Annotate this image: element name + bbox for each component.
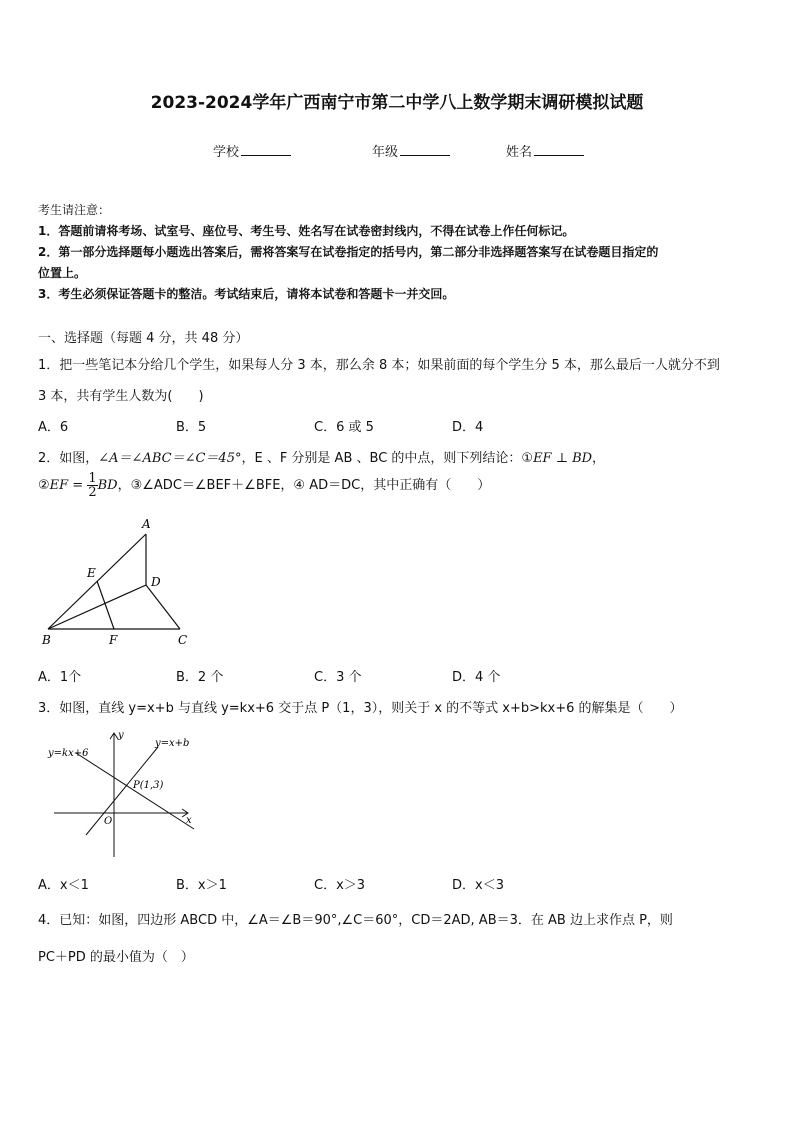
notice-item-3: 3．考生必须保证答题卡的整洁。考试结束后，请将本试卷和答题卡一并交回。 [38, 287, 455, 301]
q2-text-line2: ②EF = $\frac{1}{2}$ BD，③∠ADC＝∠BEF＋∠BFE，④ AD＝DC，其中正确有（ ） [38, 471, 491, 500]
label-f: F [109, 633, 118, 647]
segment-bd [48, 585, 146, 629]
q1-option-d: D．4 [452, 420, 484, 435]
q3-text: 3．如图，直线 y=x+b 与直线 y=kx+6 交于点 P（1，3），则关于 x 的不等式 x+b>kx+6 的解集是（ ） [38, 701, 683, 716]
q4-text-line1: 4．已知：如图，四边形 ABCD 中，∠A＝∠B＝90°,∠C＝60°，CD＝2AD, AB＝3．在 AB 边上求作点 P，则 [38, 913, 673, 928]
q2-option-d: D．4 个 [452, 670, 501, 685]
segment-ef [97, 581, 114, 629]
label-line-xb: y=x+b [155, 738, 190, 749]
grade-field [372, 141, 450, 160]
q3-option-c: C．x＞3 [314, 878, 366, 893]
grade-blank [400, 143, 450, 156]
q1-option-a: A．6 [38, 420, 69, 435]
label-line-kx6: y=kx+6 [48, 748, 89, 759]
line-y-x-b [86, 747, 158, 835]
label-point-p: P(1,3) [133, 780, 164, 791]
school-label: 学校 [213, 145, 240, 160]
q3-option-b: B．x＞1 [176, 878, 227, 893]
label-b: B [42, 633, 51, 647]
q2-option-b: B．2 个 [176, 670, 224, 685]
q3-option-d: D．x＜3 [452, 878, 504, 893]
notice-item-1: 1．答题前请将考场、试室号、座位号、考生号、姓名写在试卷密封线内，不得在试卷上作任何标记。 [38, 224, 575, 238]
name-field [506, 141, 584, 160]
q1-option-c: C．6 或 5 [314, 420, 374, 435]
section-heading: 一、选择题（每题 4 分，共 48 分） [38, 331, 249, 346]
notice-item-2-cont: 位置上。 [38, 266, 87, 280]
fraction-one-half: $\frac{1}{2}$ [88, 471, 97, 500]
q3-option-a: A．x＜1 [38, 878, 89, 893]
notice-item-2: 2．第一部分选择题每小题选出答案后，需将答案写在试卷指定的括号内，第二部分非选择题答案写在试卷题目指定的 [38, 245, 659, 259]
q2-option-a: A．1个 [38, 670, 82, 685]
edge-dc [146, 585, 180, 629]
q2-option-c: C．3 个 [314, 670, 362, 685]
page-title: 2023-2024学年广西南宁市第二中学八上数学期末调研模拟试题 [150, 93, 644, 113]
label-d: D [151, 575, 161, 589]
q4-text-line2: PC＋PD 的最小值为（ ） [38, 950, 194, 965]
label-x-axis: x [186, 815, 192, 826]
label-origin: O [104, 816, 113, 827]
notice-heading: 考生请注意： [38, 203, 111, 217]
label-c: C [178, 633, 188, 647]
q1-text-line1: 1．把一些笔记本分给几个学生，如果每人分 3 本，那么余 8 本；如果前面的每个学生分 5 本，那么最后一人就分不到 [38, 358, 720, 373]
q1-option-b: B．5 [176, 420, 207, 435]
q1-text-line2: 3 本，共有学生人数为( ) [38, 389, 204, 404]
name-blank [534, 143, 584, 156]
school-field [213, 141, 291, 160]
school-blank [241, 143, 291, 156]
q2-text-line1: 2．如图，∠A＝∠ABC＝∠C＝45°，E 、F 分别是 AB 、BC 的中点，则下列结论：①EF ⊥ BD， [38, 451, 606, 466]
q3-line-graph [46, 727, 202, 863]
label-y-axis: y [118, 730, 124, 741]
q2-triangle-figure [36, 515, 196, 650]
grade-label: 年级 [372, 145, 399, 160]
line-y-kx-6 [76, 753, 194, 829]
label-a: A [142, 517, 151, 531]
name-label: 姓名 [506, 145, 533, 160]
label-e: E [87, 566, 96, 580]
